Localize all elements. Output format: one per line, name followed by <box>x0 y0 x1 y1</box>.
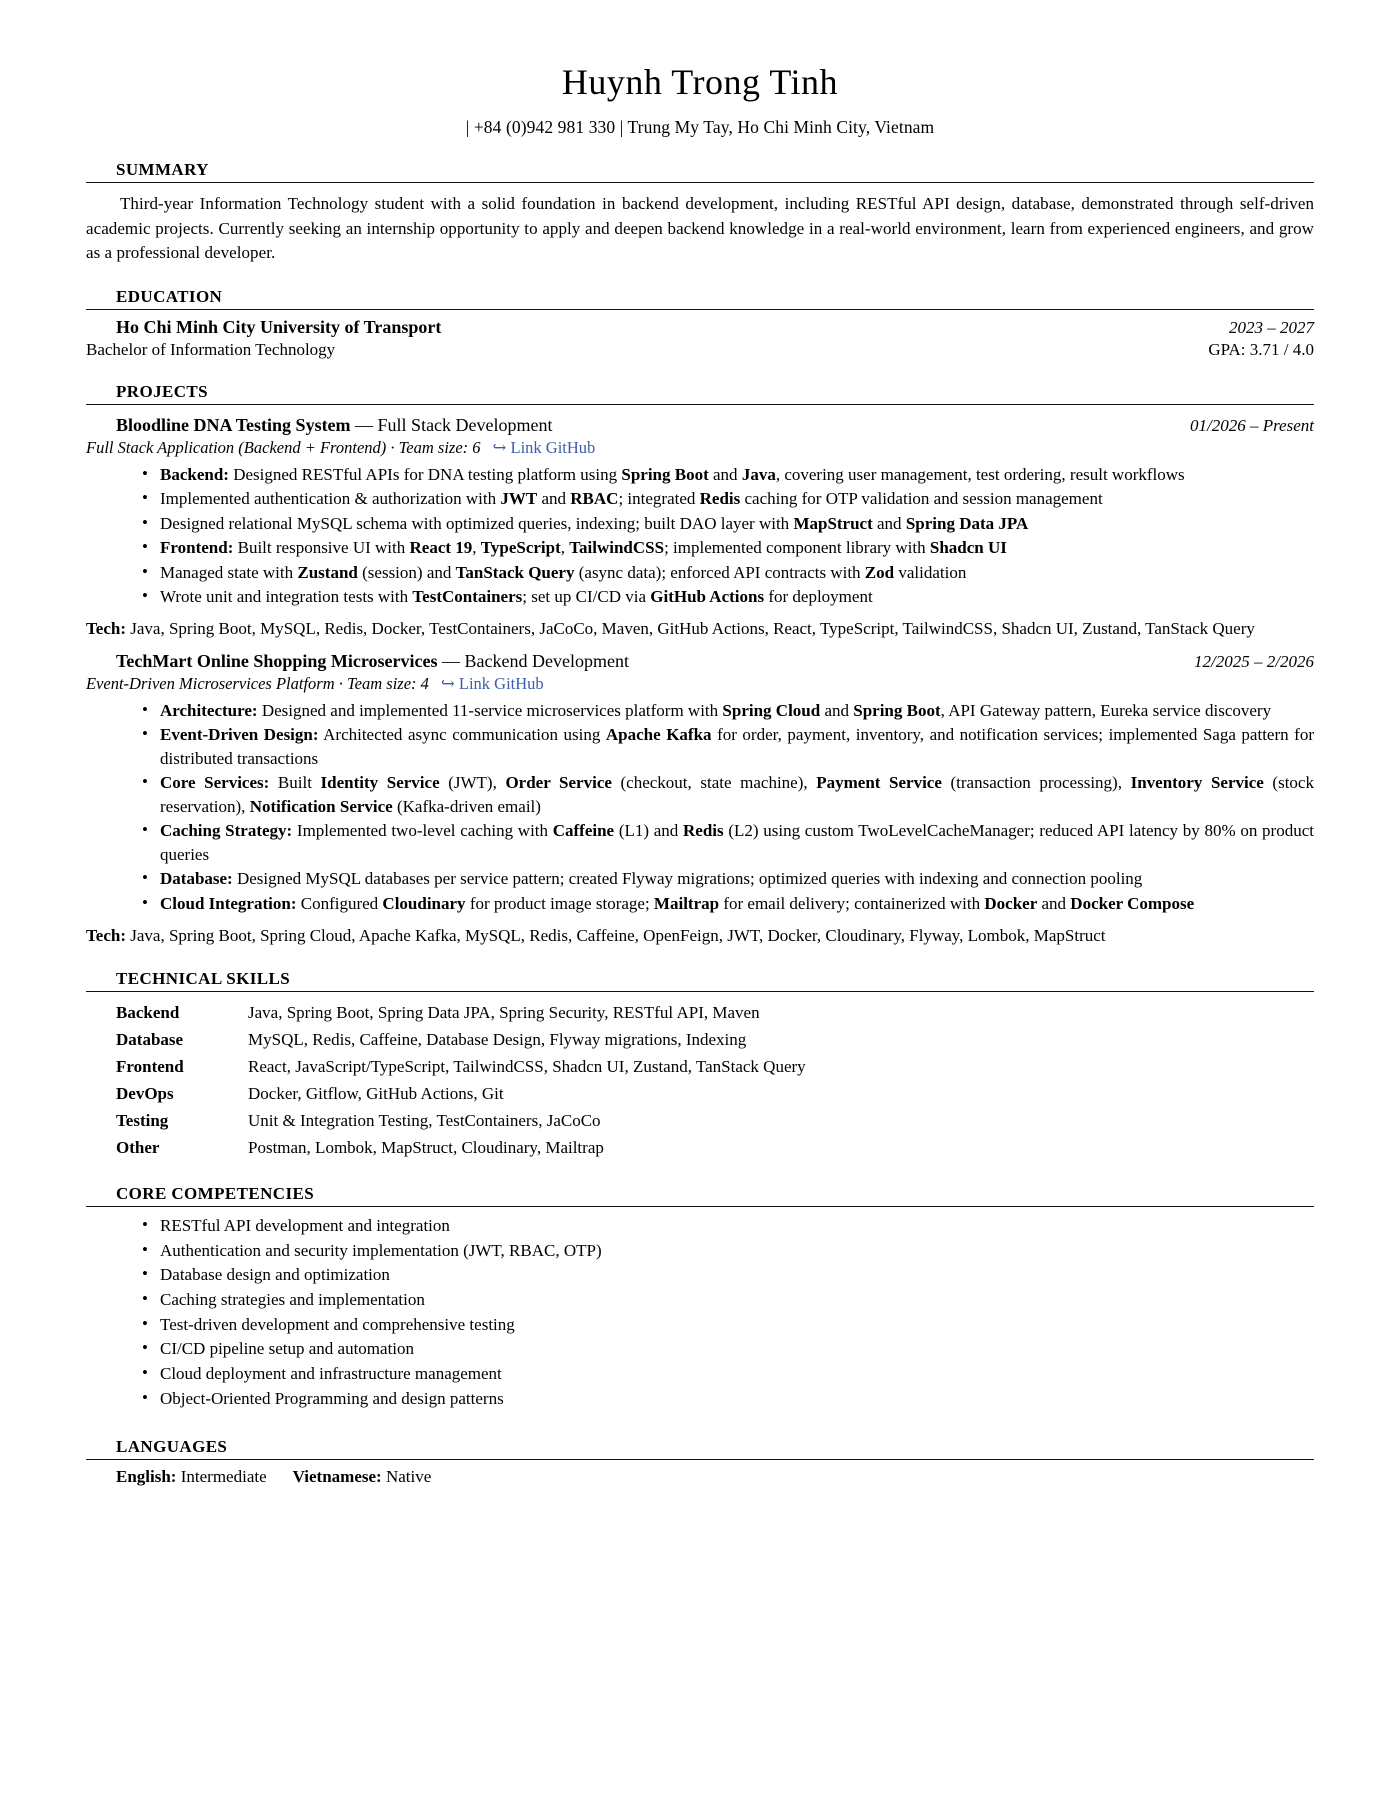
project-role: Full Stack Development <box>377 414 553 435</box>
language-name: English: <box>116 1467 177 1487</box>
skills-category: DevOps <box>116 1084 174 1104</box>
skills-category: Backend <box>116 1002 180 1022</box>
section-title-summary: SUMMARY <box>86 160 1314 183</box>
education-degree: Bachelor of Information Technology <box>86 339 336 359</box>
project-bullet <box>142 699 1314 722</box>
language-name: Vietnamese: <box>292 1467 382 1487</box>
project-github-link-label: Link GitHub <box>510 437 596 457</box>
project-dates: 12/2025 – 2/2026 <box>1194 651 1314 671</box>
bullet-text: caching for OTP validation and session management <box>740 489 1103 509</box>
bullet-text: , covering user management, test ordering, result workflows <box>775 464 1185 484</box>
project-github-link[interactable] <box>441 674 544 693</box>
bullet-emphasis: Spring Data JPA <box>905 513 1029 533</box>
bullet-text: (async data); enforced API contracts with <box>574 562 865 582</box>
skills-row <box>116 1054 806 1081</box>
education-gpa: GPA: 3.71 / 4.0 <box>1208 339 1314 359</box>
projects-list <box>86 415 1314 948</box>
project-name: Bloodline DNA Testing System <box>116 414 351 435</box>
competency-item: • Object-Oriented Programming and design patterns <box>142 1387 1314 1412</box>
bullet-text: (Kafka-driven email) <box>392 796 541 816</box>
section-core-competencies <box>86 1184 1314 1411</box>
bullet-text: validation <box>894 562 967 582</box>
bullet-emphasis: TanStack Query <box>455 562 575 582</box>
section-projects <box>86 382 1314 948</box>
contact-line: | +84 (0)942 981 330 | Trung My Tay, Ho Chi Minh City, Vietnam <box>465 117 935 138</box>
skills-category: Testing <box>116 1111 169 1131</box>
competency-item: • Caching strategies and implementation <box>142 1288 1314 1313</box>
bullet-emphasis: Identity Service <box>320 773 440 793</box>
skills-category: Database <box>116 1030 184 1050</box>
language-level: Intermediate <box>176 1467 267 1487</box>
bullet-text: and <box>820 700 854 720</box>
bullet-emphasis: Core Services: <box>160 773 270 793</box>
bullet-emphasis: Spring Boot <box>621 464 709 484</box>
bullet-emphasis: Architecture: <box>160 700 258 720</box>
bullet-emphasis: GitHub Actions <box>650 587 765 607</box>
project-bullet <box>142 867 1314 890</box>
skills-row <box>116 1108 806 1135</box>
project-bullet <box>142 819 1314 866</box>
bullet-emphasis: MapStruct <box>793 513 873 533</box>
bullet-text: (L1) and <box>614 821 683 841</box>
bullet-emphasis: TailwindCSS <box>569 538 665 558</box>
project-bullet <box>142 536 1314 559</box>
project-tech-label: Tech: <box>86 926 126 946</box>
project-tech-line <box>86 924 1314 947</box>
skills-category: Other <box>116 1138 160 1158</box>
bullet-text: Managed state with <box>160 562 298 582</box>
skills-row <box>116 1027 806 1054</box>
bullet-text: for email delivery; containerized with <box>719 893 985 913</box>
bullet-emphasis: Database: <box>160 869 233 889</box>
bullet-emphasis: Spring Boot <box>853 700 941 720</box>
section-title-technical-skills: TECHNICAL SKILLS <box>86 969 1314 992</box>
bullet-text: ; implemented component library with <box>664 538 930 558</box>
bullet-text: and <box>1037 893 1071 913</box>
bullet-text: and <box>872 513 906 533</box>
project-subtitle <box>86 674 1314 694</box>
education-dates: 2023 – 2027 <box>1229 317 1314 337</box>
skills-values: Postman, Lombok, MapStruct, Cloudinary, Mailtrap <box>248 1138 604 1158</box>
project-bullet-list <box>86 463 1314 609</box>
project-bullet <box>142 723 1314 770</box>
competencies-list <box>86 1214 1314 1411</box>
bullet-text: (transaction processing), <box>941 773 1131 793</box>
skills-values: MySQL, Redis, Caffeine, Database Design, Flyway migrations, Indexing <box>248 1030 747 1050</box>
language-level: Native <box>381 1467 432 1487</box>
bullet-emphasis: Zod <box>864 562 895 582</box>
project-bullet <box>142 771 1314 818</box>
project-dates: 01/2026 – Present <box>1189 415 1314 435</box>
hook-right-arrow-icon: ↪ <box>440 673 459 693</box>
bullet-emphasis: Shadcn UI <box>929 538 1007 558</box>
bullet-emphasis: Payment Service <box>816 773 942 793</box>
bullet-emphasis: Redis <box>699 489 741 509</box>
bullet-text: (stock reservation), <box>160 773 1314 816</box>
project-subtitle-text: Event-Driven Microservices Platform · Team size: 4 <box>86 673 429 693</box>
project-tech-values: Java, Spring Boot, Spring Cloud, Apache Kafka, MySQL, Redis, Caffeine, OpenFeign, JWT, Docker, Cloudinary, Flyway, Lombok, MapStruct <box>126 926 1106 946</box>
bullet-emphasis: Docker <box>984 893 1038 913</box>
bullet-text: Built <box>269 773 321 793</box>
competency-item: • RESTful API development and integration <box>142 1214 1314 1239</box>
competency-item: • Authentication and security implementation (JWT, RBAC, OTP) <box>142 1239 1314 1264</box>
languages-line <box>86 1467 1314 1487</box>
project-tech-label: Tech: <box>86 619 126 639</box>
bullet-text: Designed MySQL databases per service pattern; created Flyway migrations; optimized queries with indexing and connection pooling <box>232 869 1143 889</box>
project-bullet <box>142 512 1314 535</box>
education-entry-line1 <box>86 317 1314 338</box>
skills-row <box>116 1081 806 1108</box>
bullet-emphasis: React 19 <box>409 538 473 558</box>
bullet-emphasis: Inventory Service <box>1130 773 1264 793</box>
project-role: Backend Development <box>464 650 629 671</box>
bullet-text: , <box>560 538 570 558</box>
bullet-text: and <box>537 489 571 509</box>
bullet-text: Architected async communication using <box>318 725 606 745</box>
bullet-text: , API Gateway pattern, Eureka service discovery <box>940 700 1272 720</box>
skills-row <box>116 999 806 1026</box>
bullet-emphasis: Notification Service <box>249 796 393 816</box>
summary-text: Third-year Information Technology student with a solid foundation in backend development, including RESTful API design, database, demonstrated through self-driven academic projects. Currently seeking an internship opportunity to apply and deepen backend knowledge in a real-world environment, learn from experienced engineers, and grow as a professional developer. <box>86 194 1314 262</box>
bullet-emphasis: Backend: <box>160 464 229 484</box>
bullet-emphasis: Caching Strategy: <box>160 821 293 841</box>
bullet-emphasis: JWT <box>500 489 538 509</box>
bullet-emphasis: Redis <box>683 821 724 841</box>
skills-values: React, JavaScript/TypeScript, TailwindCSS, Shadcn UI, Zustand, TanStack Query <box>248 1057 806 1077</box>
section-title-education: EDUCATION <box>86 287 1314 310</box>
competency-item: • Test-driven development and comprehensive testing <box>142 1313 1314 1338</box>
project-entry <box>86 415 1314 641</box>
project-entry <box>86 651 1314 948</box>
bullet-emphasis: Event-Driven Design: <box>160 725 319 745</box>
bullet-emphasis: Apache Kafka <box>605 725 712 745</box>
project-subtitle <box>86 438 1314 458</box>
bullet-emphasis: TypeScript <box>480 538 561 558</box>
section-title-projects: PROJECTS <box>86 382 1314 405</box>
bullet-emphasis: RBAC <box>570 489 619 509</box>
project-bullet <box>142 585 1314 608</box>
project-bullet <box>142 561 1314 584</box>
education-entry-line2 <box>86 340 1314 360</box>
section-summary <box>86 160 1314 264</box>
bullet-text: and <box>708 464 742 484</box>
bullet-text: for product image storage; <box>465 893 654 913</box>
section-title-languages: LANGUAGES <box>86 1437 1314 1460</box>
bullet-text: Configured <box>296 893 383 913</box>
project-github-link[interactable] <box>493 438 596 457</box>
project-title-separator: — <box>350 414 378 435</box>
bullet-text: for deployment <box>764 587 873 607</box>
section-title-core-competencies: CORE COMPETENCIES <box>86 1184 1314 1207</box>
section-technical-skills <box>86 969 1314 1162</box>
bullet-emphasis: Zustand <box>297 562 358 582</box>
bullet-text: (JWT), <box>439 773 506 793</box>
bullet-text: Designed relational MySQL schema with optimized queries, indexing; built DAO layer with <box>160 513 794 533</box>
bullet-text: Built responsive UI with <box>233 538 410 558</box>
skills-category: Frontend <box>116 1057 184 1077</box>
bullet-text: ; set up CI/CD via <box>522 587 651 607</box>
bullet-text: (checkout, state machine), <box>611 773 817 793</box>
education-school: Ho Chi Minh City University of Transport <box>116 316 442 337</box>
project-bullet <box>142 892 1314 915</box>
project-title-separator: — <box>437 650 465 671</box>
bullet-text: Designed RESTful APIs for DNA testing platform using <box>228 464 622 484</box>
bullet-text: , <box>472 538 481 558</box>
resume-header <box>86 62 1314 138</box>
project-bullet <box>142 463 1314 486</box>
skills-row <box>116 1135 806 1162</box>
project-title <box>86 415 553 436</box>
hook-right-arrow-icon: ↪ <box>492 437 511 457</box>
project-tech-values: Java, Spring Boot, MySQL, Redis, Docker, TestContainers, JaCoCo, Maven, GitHub Actions, React, TypeScript, TailwindCSS, Shadcn UI, Zustand, TanStack Query <box>126 619 1255 639</box>
project-header <box>86 651 1314 672</box>
bullet-emphasis: Cloudinary <box>382 893 466 913</box>
section-languages <box>86 1437 1314 1487</box>
bullet-emphasis: Java <box>741 464 776 484</box>
skills-values: Java, Spring Boot, Spring Data JPA, Spring Security, RESTful API, Maven <box>248 1002 760 1022</box>
bullet-emphasis: Spring Cloud <box>722 700 821 720</box>
bullet-text: (L2) using custom TwoLevelCacheManager; reduced API latency by 80% on product queries <box>160 821 1314 864</box>
project-name: TechMart Online Shopping Microservices <box>116 650 438 671</box>
bullet-emphasis: TestContainers <box>412 587 523 607</box>
project-tech-line <box>86 617 1314 640</box>
project-bullet-list <box>86 699 1314 915</box>
bullet-text: Implemented two-level caching with <box>292 821 553 841</box>
bullet-text: ; integrated <box>618 489 700 509</box>
project-bullet <box>142 487 1314 510</box>
competency-item: • CI/CD pipeline setup and automation <box>142 1337 1314 1362</box>
bullet-emphasis: Caffeine <box>552 821 615 841</box>
competency-item: • Cloud deployment and infrastructure management <box>142 1362 1314 1387</box>
project-title <box>86 651 629 672</box>
candidate-name: Huynh Trong Tinh <box>561 62 839 102</box>
project-subtitle-text: Full Stack Application (Backend + Frontend) · Team size: 6 <box>86 437 481 457</box>
bullet-text: Wrote unit and integration tests with <box>160 587 413 607</box>
bullet-emphasis: Cloud Integration: <box>160 893 297 913</box>
bullet-text: Designed and implemented 11-service microservices platform with <box>257 700 723 720</box>
bullet-text: for order, payment, inventory, and notification services; implemented Saga pattern for distributed transactions <box>160 725 1314 768</box>
skills-values: Docker, Gitflow, GitHub Actions, Git <box>248 1084 504 1104</box>
bullet-emphasis: Order Service <box>505 773 612 793</box>
bullet-text: Implemented authentication & authorization with <box>160 489 501 509</box>
project-github-link-label: Link GitHub <box>458 673 544 693</box>
bullet-emphasis: Mailtrap <box>653 893 720 913</box>
bullet-text: (session) and <box>357 562 456 582</box>
section-education <box>86 287 1314 360</box>
project-header <box>86 415 1314 436</box>
competency-item: • Database design and optimization <box>142 1263 1314 1288</box>
skills-table <box>116 999 806 1162</box>
bullet-emphasis: Frontend: <box>160 538 234 558</box>
skills-values: Unit & Integration Testing, TestContainers, JaCoCo <box>248 1111 601 1131</box>
bullet-emphasis: Docker Compose <box>1070 893 1195 913</box>
